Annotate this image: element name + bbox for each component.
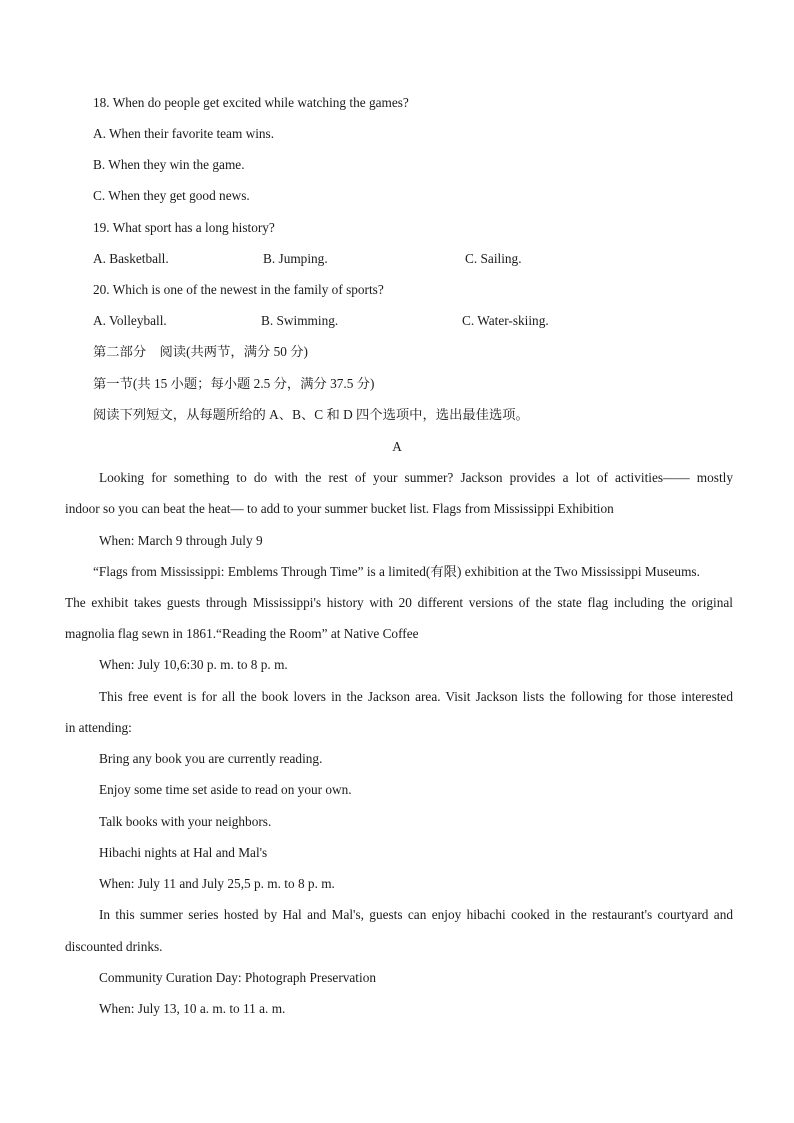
question-18: 18. When do people get excited while watching the games? xyxy=(93,95,409,110)
q20-option-b: B. Swimming. xyxy=(261,313,339,328)
flags-desc-line-1: “Flags from Mississippi: Emblems Through Time” is a limited(有限) exhibition at the Two Mississippi Museums. xyxy=(93,564,700,579)
reading-desc-line-2: in attending: xyxy=(65,720,132,735)
curation-when: When: July 13, 10 a. m. to 11 a. m. xyxy=(99,1001,286,1016)
q20-option-a: A. Volleyball. xyxy=(93,313,167,328)
question-19: 19. What sport has a long history? xyxy=(93,220,275,235)
flags-when: When: March 9 through July 9 xyxy=(99,533,263,548)
q19-option-b: B. Jumping. xyxy=(263,251,328,266)
flags-desc-line-2: The exhibit takes guests through Mississippi's history with 20 different versions of the state flag including the original xyxy=(65,595,733,610)
curation-title: Community Curation Day: Photograph Preservation xyxy=(99,970,376,985)
q19-option-a: A. Basketball. xyxy=(93,251,169,266)
passage-label: A xyxy=(392,439,402,454)
hibachi-title: Hibachi nights at Hal and Mal's xyxy=(99,845,268,860)
flags-desc-line-3: magnolia flag sewn in 1861.“Reading the Room” at Native Coffee xyxy=(65,626,419,641)
part-title: 第二部分 阅读(共两节，满分 50 分) xyxy=(93,344,308,359)
reading-desc-line-1: This free event is for all the book lovers in the Jackson area. Visit Jackson lists the following for those interested xyxy=(99,689,733,704)
passage-intro-line-1: Looking for something to do with the rest of your summer? Jackson provides a lot of activities—— mostly xyxy=(99,470,733,485)
q19-option-c: C. Sailing. xyxy=(465,251,522,266)
instructions: 阅读下列短文，从每题所给的 A、B、C 和 D 四个选项中，选出最佳选项。 xyxy=(93,407,529,422)
reading-when: When: July 10,6:30 p. m. to 8 p. m. xyxy=(99,657,288,672)
reading-item-1: Bring any book you are currently reading. xyxy=(99,751,323,766)
hibachi-desc-line-2: discounted drinks. xyxy=(65,939,163,954)
hibachi-desc-line-1: In this summer series hosted by Hal and Mal's, guests can enjoy hibachi cooked in the restaurant's courtyard and xyxy=(99,907,733,922)
q20-option-c: C. Water-skiing. xyxy=(462,313,549,328)
hibachi-when: When: July 11 and July 25,5 p. m. to 8 p. m. xyxy=(99,876,335,891)
reading-item-3: Talk books with your neighbors. xyxy=(99,814,272,829)
subsection-title: 第一节(共 15 小题；每小题 2.5 分，满分 37.5 分) xyxy=(93,376,375,391)
question-20: 20. Which is one of the newest in the family of sports? xyxy=(93,282,384,297)
q18-option-b: B. When they win the game. xyxy=(93,157,245,172)
passage-intro-line-2: indoor so you can beat the heat— to add to your summer bucket list. Flags from Mississippi Exhibition xyxy=(65,501,614,516)
reading-item-2: Enjoy some time set aside to read on your own. xyxy=(99,782,352,797)
q18-option-c: C. When they get good news. xyxy=(93,188,250,203)
q18-option-a: A. When their favorite team wins. xyxy=(93,126,275,141)
